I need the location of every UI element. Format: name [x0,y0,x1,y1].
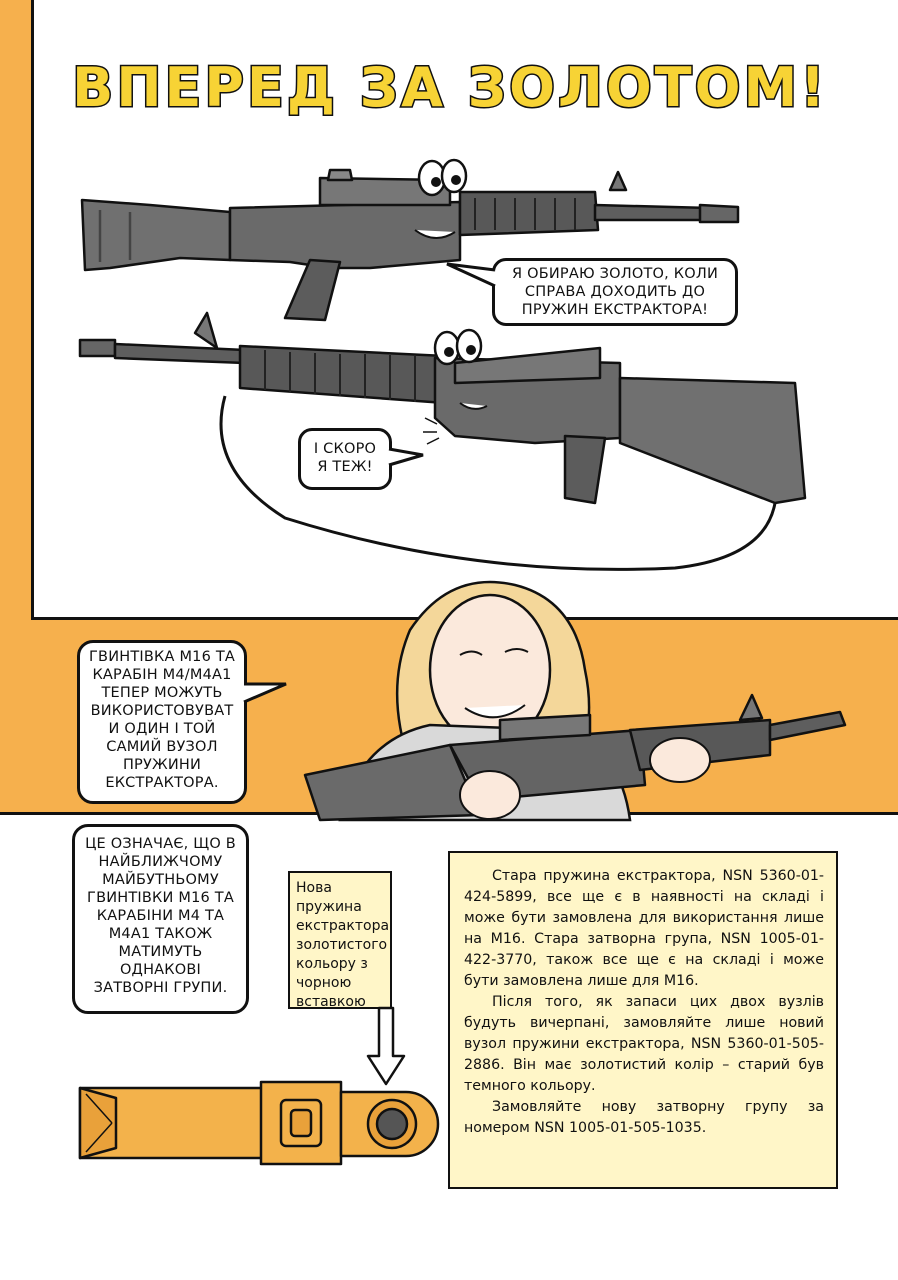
bubble-line: НАЙБЛИЖЧОМУ [98,854,223,870]
bubble-line: Я ТЕЖ! [317,459,373,475]
title-text: ВПЕРЕД ЗА ЗОЛОТОМ! [72,56,828,119]
spring-label-line: чорною [296,975,352,991]
bubble-line: ГВИНТІВКИ М16 ТА [87,890,234,906]
woman-illustration [300,560,860,820]
info-box [448,851,838,1189]
shout-lines [423,418,439,444]
spring-label-line: екстрактора [296,918,390,934]
bubble-line: ЗАТВОРНІ ГРУПИ. [93,980,228,996]
carbine-speech-bubble [492,258,738,326]
bubble-line: ГВИНТІВКА М16 ТА [89,649,235,665]
bubble-line: МАЙБУТНЬОМУ [102,872,219,888]
bubble-line: ПРУЖИНИ [122,757,202,773]
spring-label-line: кольору з [296,956,368,972]
woman-speech-bubble-2 [72,824,249,1014]
bubble-line: ПРУЖИН ЕКСТРАКТОРА! [521,302,709,318]
bubble-line: І СКОРО [313,441,377,457]
bubble-line: ЕКСТРАКТОРА. [105,775,219,791]
spring-label-line: Нова пружина [296,880,362,915]
bubble-line: ТЕПЕР МОЖУТЬ [101,685,223,701]
info-paragraph: Стара пружина екстрактора, NSN 5360-01-424-5899, все ще є в наявності на складі і може бути замовлена для використання лише на М16. Стара затворна група, NSN 1005-01-422-3770, також все ще є на складі і може бути замовлена лише для М16. [464,868,824,989]
spring-label-line: вставкою [296,994,366,1010]
spring-label-line: золотистого [296,937,388,953]
carbine-bubble-tail [445,262,497,292]
bubble-line: КАРАБІНИ М4 ТА [96,908,225,924]
bubble-line: ЦЕ ОЗНАЧАЄ, ЩО В [85,836,236,852]
info-paragraph: Після того, як запаси цих двох вузлів будуть вичерпані, замовляйте лише новий вузол пружини екстрактора, NSN 5360-01-505-2886. Він має золотистий колір – старий був темного кольору. [464,994,824,1094]
bubble-line: ОДНАКОВІ [119,962,202,978]
rifle-illustration [75,318,845,578]
bubble-line: И ОДИН І ТОЙ [108,721,216,737]
info-paragraph: Замовляйте нову затворну групу за номером NSN 1005-01-505-1035. [464,1099,824,1136]
bubble-line: МАТИМУТЬ [118,944,203,960]
woman-speech-bubble-1 [77,640,247,804]
bubble-line: СПРАВА ДОХОДИТЬ ДО [524,284,706,300]
spring-label-box [288,871,392,1009]
rifle-bubble-tail [389,445,425,469]
page-title [72,52,828,122]
bubble-line: М4А1 ТАКОЖ [108,926,213,942]
bubble-line: ВИКОРИСТОВУВАТ [90,703,234,719]
bubble-line: САМИЙ ВУЗОЛ [106,739,218,755]
woman-bubble-tail [244,680,288,710]
down-arrow-icon [366,1008,406,1088]
rifle-speech-bubble [298,428,392,490]
extractor-spring-part [76,1078,436,1168]
bubble-line: Я ОБИРАЮ ЗОЛОТО, КОЛИ [512,266,718,282]
bubble-line: КАРАБІН М4/М4А1 [92,667,232,683]
